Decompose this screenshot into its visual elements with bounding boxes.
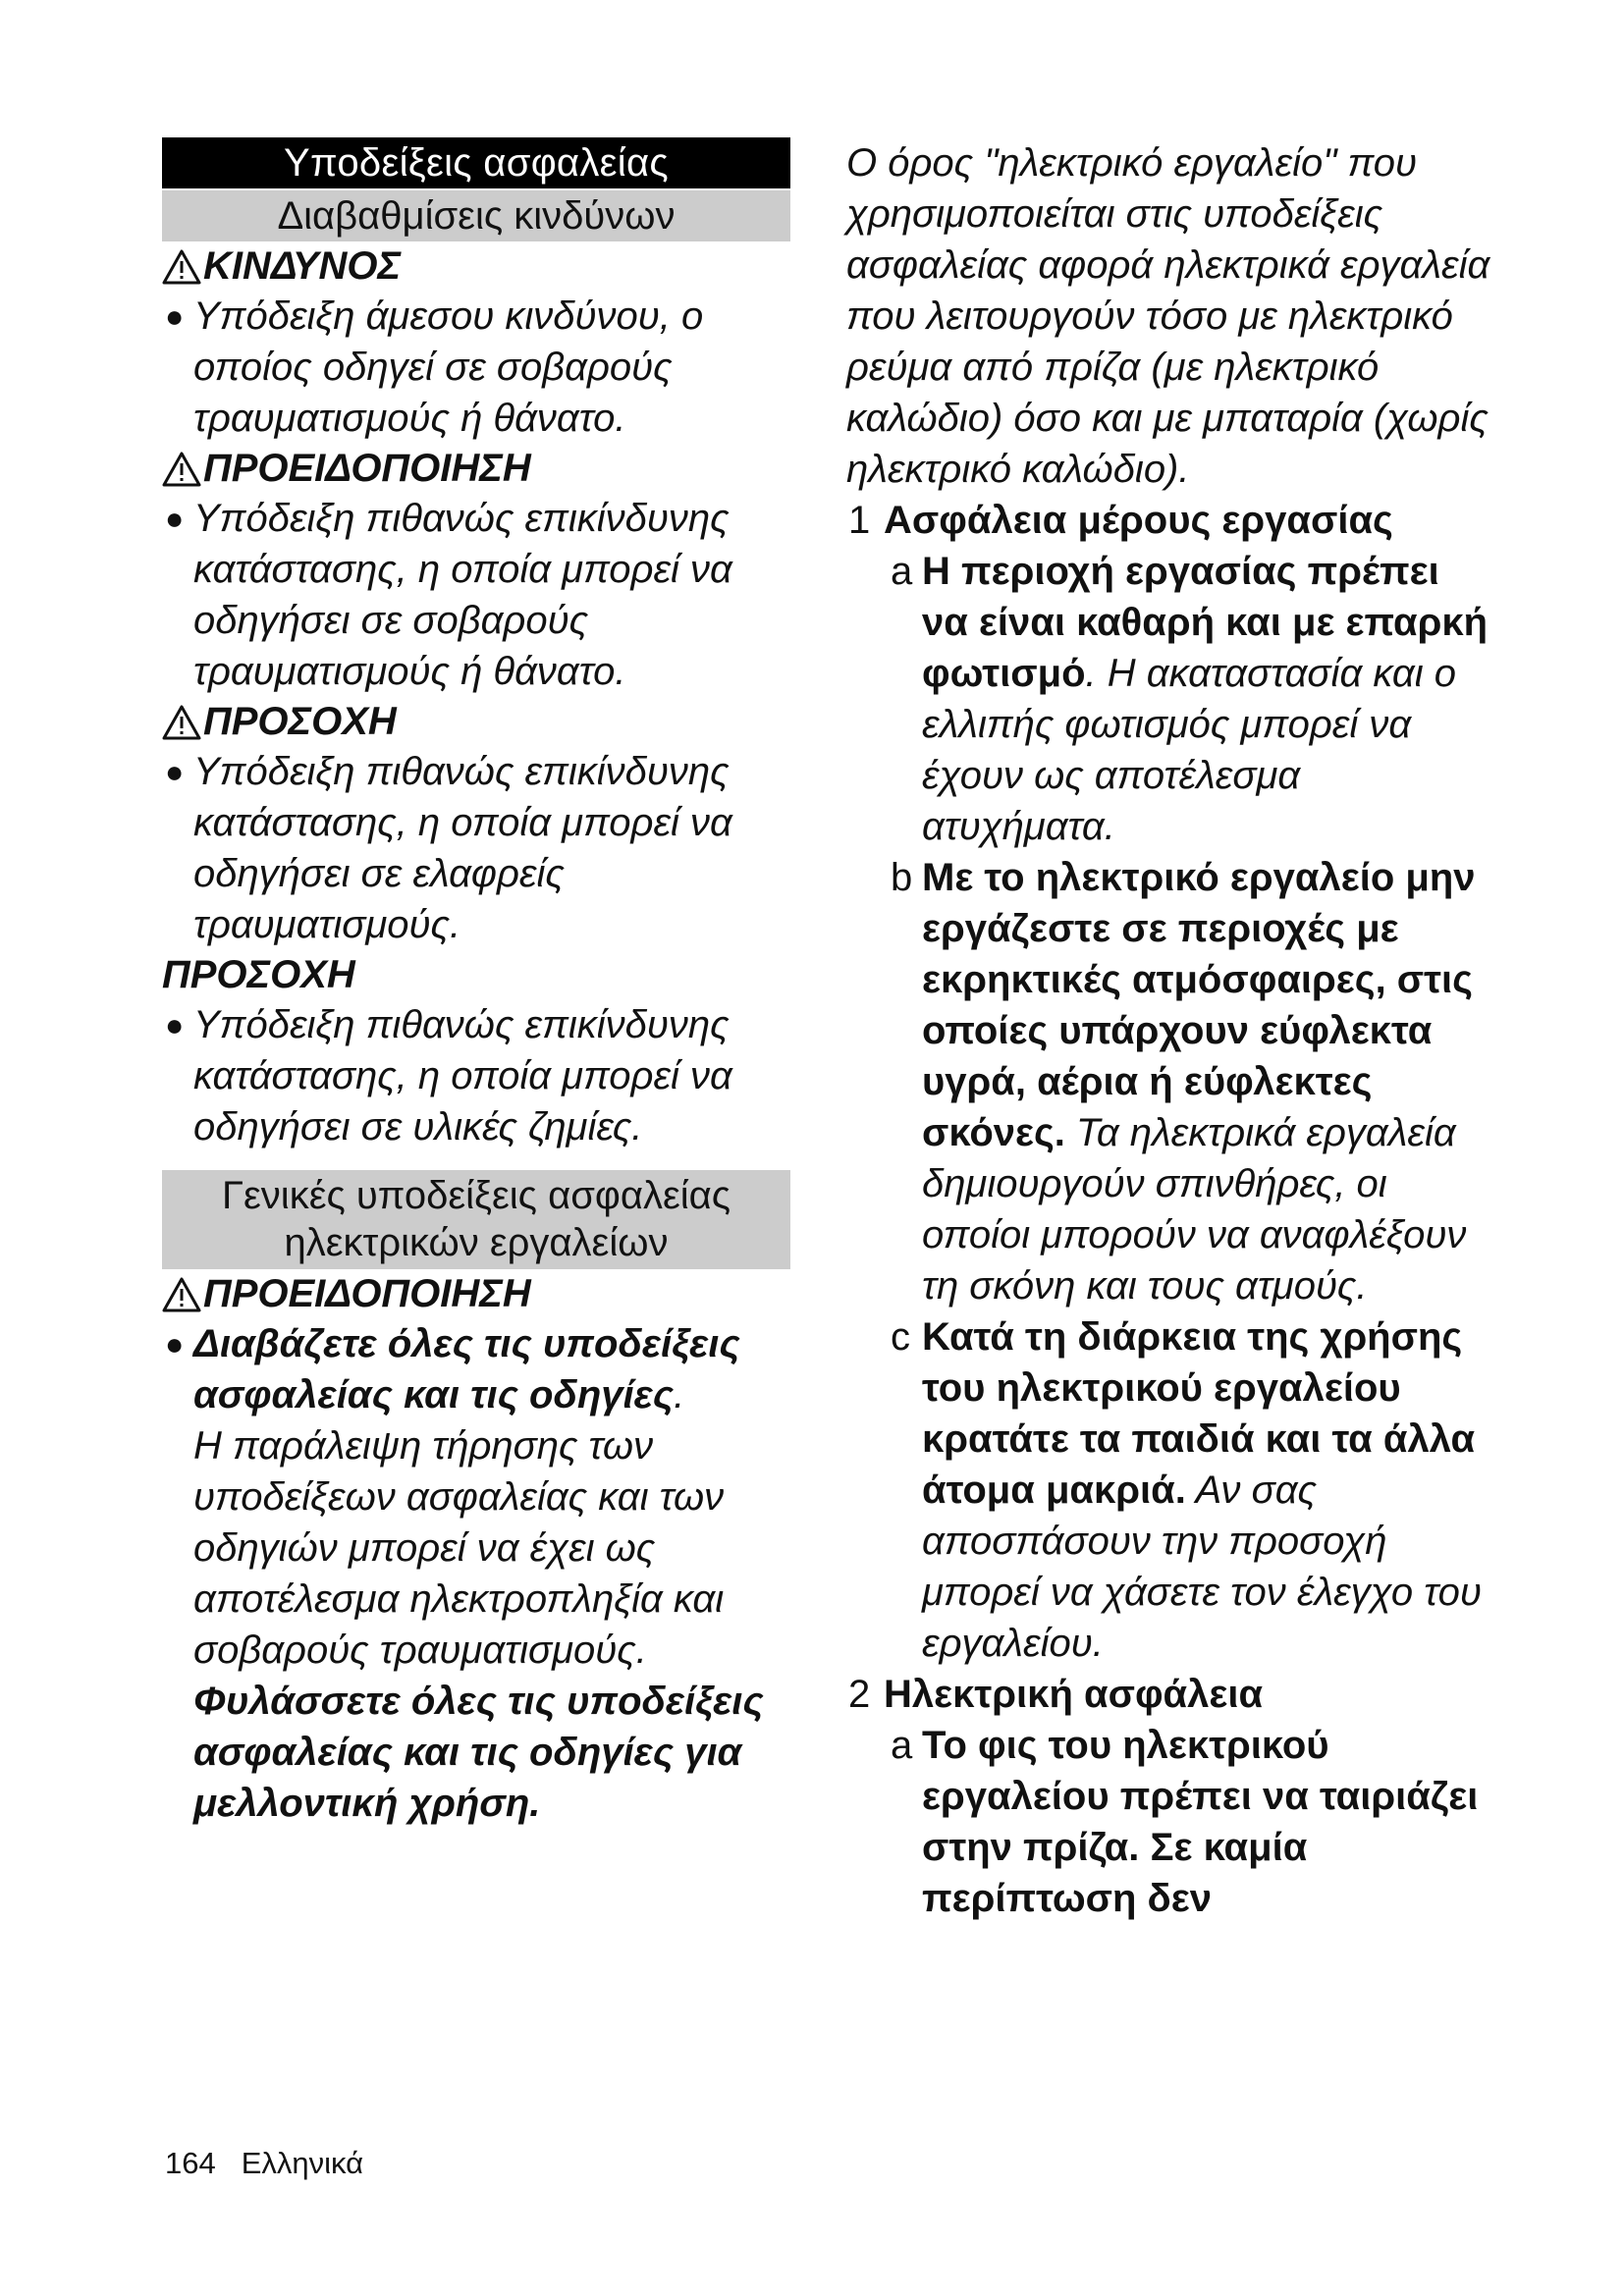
warning-triangle-icon (162, 247, 201, 287)
bullet-icon: ● (165, 1007, 185, 1042)
general-warning-bullet: ● Διαβάζετε όλες τις υποδείξεις ασφαλείας και τις οδηγίες. Η παράλειψη τήρησης των υποδείξεων ασφαλείας και των οδηγιών μπορεί να έχει ως αποτέλεσμα ηλεκτροπληξία και σοβαρούς τραυματισμούς. Φυλάσσετε όλες τις υποδείξεις ασφαλείας και τις οδηγίες για μελλοντική χρήση. (162, 1318, 790, 1829)
caution-plain-bullet: ● Υπόδειξη πιθανώς επικίνδυνης κατάστασης, η οποία μπορεί να οδηγήσει σε υλικές ζημίες. (162, 999, 790, 1152)
bullet-icon: ● (165, 298, 185, 334)
left-column (162, 137, 790, 1829)
warning-triangle-icon (162, 450, 201, 489)
intro-paragraph: Ο όρος "ηλεκτρικό εργαλείο" που χρησιμοποιείται στις υποδείξεις ασφαλείας αφορά ηλεκτρικά εργαλεία που λειτουργούν τόσο με ηλεκτρικό ρεύμα από πρίζα (με ηλεκτρικό καλώδιο) όσο και με μπαταρία (χωρίς ηλεκτρικό καλώδιο). (846, 141, 1490, 491)
right-column (846, 137, 1494, 1924)
general-safety-header: Γενικές υποδείξεις ασφαλείας ηλεκτρικών εργαλείων (162, 1170, 790, 1269)
section-1a: a Η περιοχή εργασίας πρέπει να είναι καθαρή και με επαρκή φωτισμό. Η ακαταστασία και ο ελλιπής φωτισμός μπορεί να έχουν ως αποτέλεσμα ατυχήματα. (891, 550, 1489, 848)
read-instructions-text: Διαβάζετε όλες τις υποδείξεις ασφαλείας και τις οδηγίες (193, 1322, 740, 1416)
warning-triangle-icon (162, 703, 201, 742)
danger-label: ΚΙΝΔΥΝΟΣ (162, 241, 790, 291)
warning-bullet: ● Υπόδειξη πιθανώς επικίνδυνης κατάστασης, η οποία μπορεί να οδηγήσει σε σοβαρούς τραυματισμούς ή θάνατο. (162, 493, 790, 697)
section-2a: a Το φις του ηλεκτρικού εργαλείου πρέπει να ταιριάζει στην πρίζα. Σε καμία περίπτωση δεν (891, 1724, 1479, 1920)
bullet-icon: ● (165, 754, 185, 789)
section-1b: b Με το ηλεκτρικό εργαλείο μην εργάζεστε σε περιοχές με εκρηκτικές ατμόσφαιρες, στις οποίες υπάρχουν εύφλεκτα υγρά, αέρια ή εύφλεκτες σκόνες. Τα ηλεκτρικά εργαλεία δημιουργούν σπινθήρες, οι οποίοι μπορούν να αναφλέξουν τη σκόνη και τους ατμούς. (891, 856, 1476, 1308)
caution-label: ΠΡΟΣΟΧΗ (162, 697, 790, 746)
bullet-icon: ● (165, 1326, 185, 1362)
caution-plain-label: ΠΡΟΣΟΧΗ (162, 953, 355, 996)
danger-bullet: ● Υπόδειξη άμεσου κινδύνου, ο οποίος οδηγεί σε σοβαρούς τραυματισμούς ή θάνατο. (162, 291, 790, 444)
risk-levels-header: Διαβαθμίσεις κινδύνων (162, 190, 790, 241)
section-title: Υποδείξεις ασφαλείας (162, 137, 790, 188)
keep-instructions-text: Φυλάσσετε όλες τις υποδείξεις ασφαλείας και τις οδηγίες για μελλοντική χρήση. (193, 1680, 764, 1825)
consequence-text: Η παράλειψη τήρησης των υποδείξεων ασφαλείας και των οδηγιών μπορεί να έχει ως αποτέλεσμα ηλεκτροπληξία και σοβαρούς τραυματισμούς. (193, 1424, 725, 1672)
section-2-heading: 2 Ηλεκτρική ασφάλεια (848, 1673, 1264, 1716)
page-number: 164 (165, 2146, 216, 2180)
warning-label: ΠΡΟΕΙΔΟΠΟΙΗΣΗ (162, 444, 790, 493)
general-warning-label: ΠΡΟΕΙΔΟΠΟΙΗΣΗ (162, 1269, 790, 1318)
caution-bullet: ● Υπόδειξη πιθανώς επικίνδυνης κατάστασης, η οποία μπορεί να οδηγήσει σε ελαφρείς τραυματισμούς. (162, 746, 790, 950)
section-1-heading: 1 Ασφάλεια μέρους εργασίας (848, 499, 1393, 542)
footer-language: Ελληνικά (241, 2146, 364, 2180)
page-footer (165, 2146, 363, 2181)
section-1c: c Κατά τη διάρκεια της χρήσης του ηλεκτρικού εργαλείου κρατάτε τα παιδιά και τα άλλα άτομα μακριά. Αν σας αποσπάσουν την προσοχή μπορεί να χάσετε τον έλεγχο του εργαλείου. (891, 1315, 1482, 1665)
warning-triangle-icon (162, 1275, 201, 1314)
bullet-icon: ● (165, 501, 185, 536)
